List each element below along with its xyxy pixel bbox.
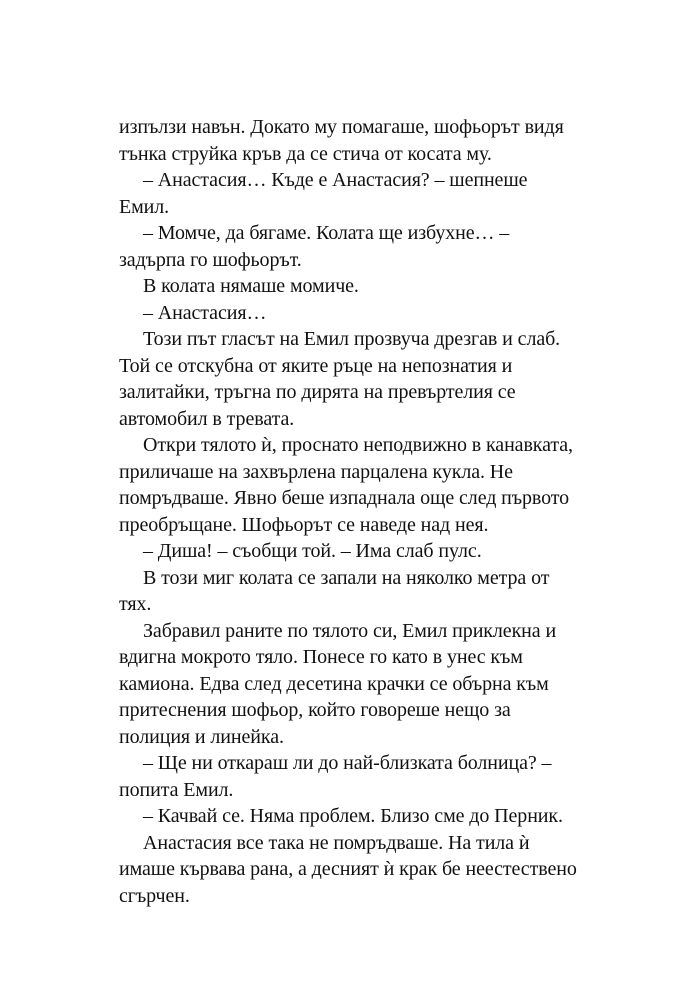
text-line: полиция и линейка. <box>119 725 284 748</box>
text-line: Анастасия все така не помръдваше. На тила ѝ <box>143 831 530 854</box>
text-line: помръдваше. Явно беше изпаднала още след първото <box>119 487 570 509</box>
text-line: – Анастасия… <box>143 301 267 324</box>
text-line: Забравил раните по тялото си, Емил приклекна и <box>143 619 557 642</box>
text-line: Той се отскубна от яките ръце на непознатия и <box>119 354 513 377</box>
text-line: камиона. Едва след десетина крачки се обърна към <box>119 672 549 695</box>
text-line: В този миг колата се запали на няколко метра от <box>143 566 550 589</box>
text-line: тънка струйка кръв да се стича от косата му. <box>119 142 492 165</box>
text-line: Откри тялото ѝ, проснато неподвижно в канавката, <box>143 434 573 456</box>
text-line: – Момче, да бягаме. Колата ще избухне… – <box>143 222 510 244</box>
text-line: В колата нямаше момиче. <box>143 275 359 297</box>
text-line: притеснения шофьор, който говореше нещо за <box>119 699 511 721</box>
text-line: изпълзи навън. Докато му помагаше, шофьорът видя <box>119 116 564 138</box>
text-line: преобръщане. Шофьорът се наведе над нея. <box>119 513 489 536</box>
text-line: – Ще ни откараш ли до най-близката болница? – <box>143 752 552 774</box>
text-line: имаше кървава рана, а десният ѝ крак бе неестествено <box>119 858 577 880</box>
text-line: вдигна мокрото тяло. Понесе го като в унес към <box>119 646 523 668</box>
text-line: задърпа го шофьорът. <box>119 248 302 271</box>
text-line: тях. <box>119 593 152 615</box>
text-line: – Диша! – съобщи той. – Има слаб пулс. <box>143 540 482 562</box>
text-line: – Анастасия… Къде е Анастасия? – шепнеше <box>143 169 528 191</box>
text-line: попита Емил. <box>119 778 234 801</box>
text-line: Този път гласът на Емил прозвуча дрезгав и слаб. <box>143 328 561 350</box>
text-line: залитайки, тръгна по дирята на превъртелия се <box>119 381 516 403</box>
text-line: сгърчен. <box>119 884 190 907</box>
text-line: автомобил в тревата. <box>119 407 295 430</box>
text-line: – Качвай се. Няма проблем. Близо сме до Перник. <box>143 805 563 827</box>
text-line: Емил. <box>119 195 170 218</box>
text-line: приличаше на захвърлена парцалена кукла. Не <box>119 460 513 483</box>
page-body-text <box>119 114 589 909</box>
